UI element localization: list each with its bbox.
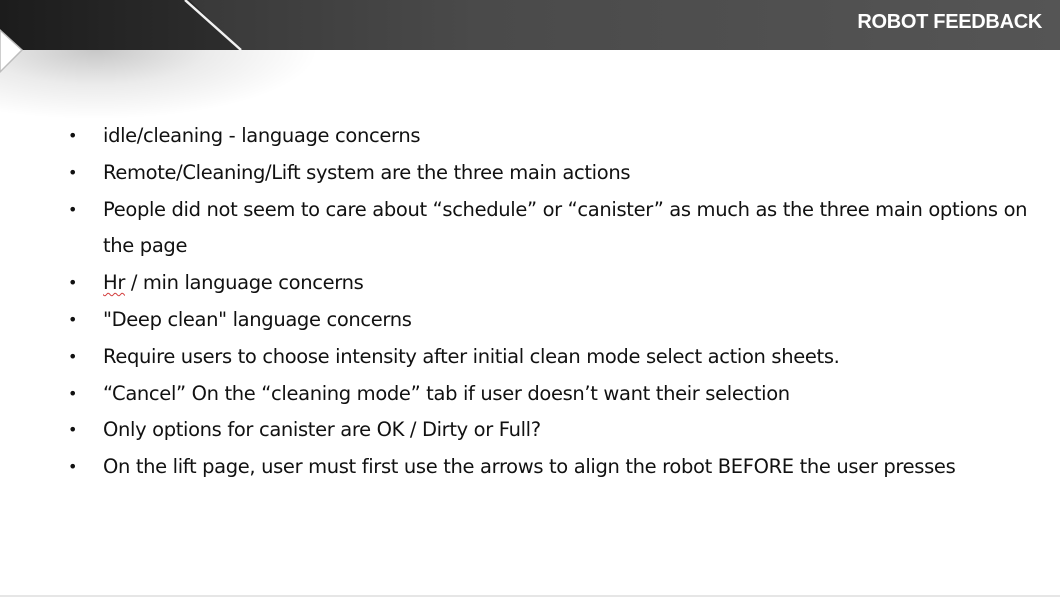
bullet-text: idle/cleaning - language concerns <box>103 124 421 147</box>
list-item <box>64 339 1034 376</box>
bullet-text: Require users to choose intensity after initial clean mode select action sheets. <box>103 344 840 368</box>
bullet-dot-icon: • <box>68 383 78 403</box>
list-item <box>64 192 1034 266</box>
bullet-text: Remote/Cleaning/Lift system are the three main actions <box>103 160 631 184</box>
spellcheck-word: Hr <box>103 271 125 295</box>
bullet-dot-icon: • <box>68 309 78 329</box>
bullet-dot-icon: • <box>68 126 78 145</box>
bullet-dot-icon: • <box>68 457 78 477</box>
bullet-dot-icon: • <box>68 273 78 293</box>
bullet-dot-icon: • <box>68 162 78 182</box>
bullet-text: “Cancel” On the “cleaning mode” tab if user doesn’t want their selection <box>103 381 790 405</box>
bullet-dot-icon: • <box>68 420 78 440</box>
list-item <box>64 412 1034 449</box>
bullet-dot-icon: • <box>68 199 78 219</box>
list-item <box>64 155 1034 192</box>
list-item <box>64 449 1034 486</box>
bullet-list <box>64 118 1034 486</box>
list-item <box>64 376 1034 413</box>
list-item <box>64 118 1034 155</box>
bullet-text: "Deep clean" language concerns <box>103 307 412 331</box>
slide-title: ROBOT FEEDBACK <box>857 11 1042 33</box>
bullet-text: People did not seem to care about “schedule” or “canister” as much as the three main options on the page <box>103 197 1028 258</box>
list-item <box>64 302 1034 339</box>
list-item <box>64 265 1034 302</box>
bullet-text: Only options for canister are OK / Dirty or Full? <box>103 418 541 442</box>
bullet-text: On the lift page, user must first use the arrows to align the robot BEFORE the user presses <box>103 455 956 479</box>
header-decoration <box>0 0 260 80</box>
bullet-dot-icon: • <box>68 346 78 366</box>
bullet-text: / min language concerns <box>124 271 364 295</box>
